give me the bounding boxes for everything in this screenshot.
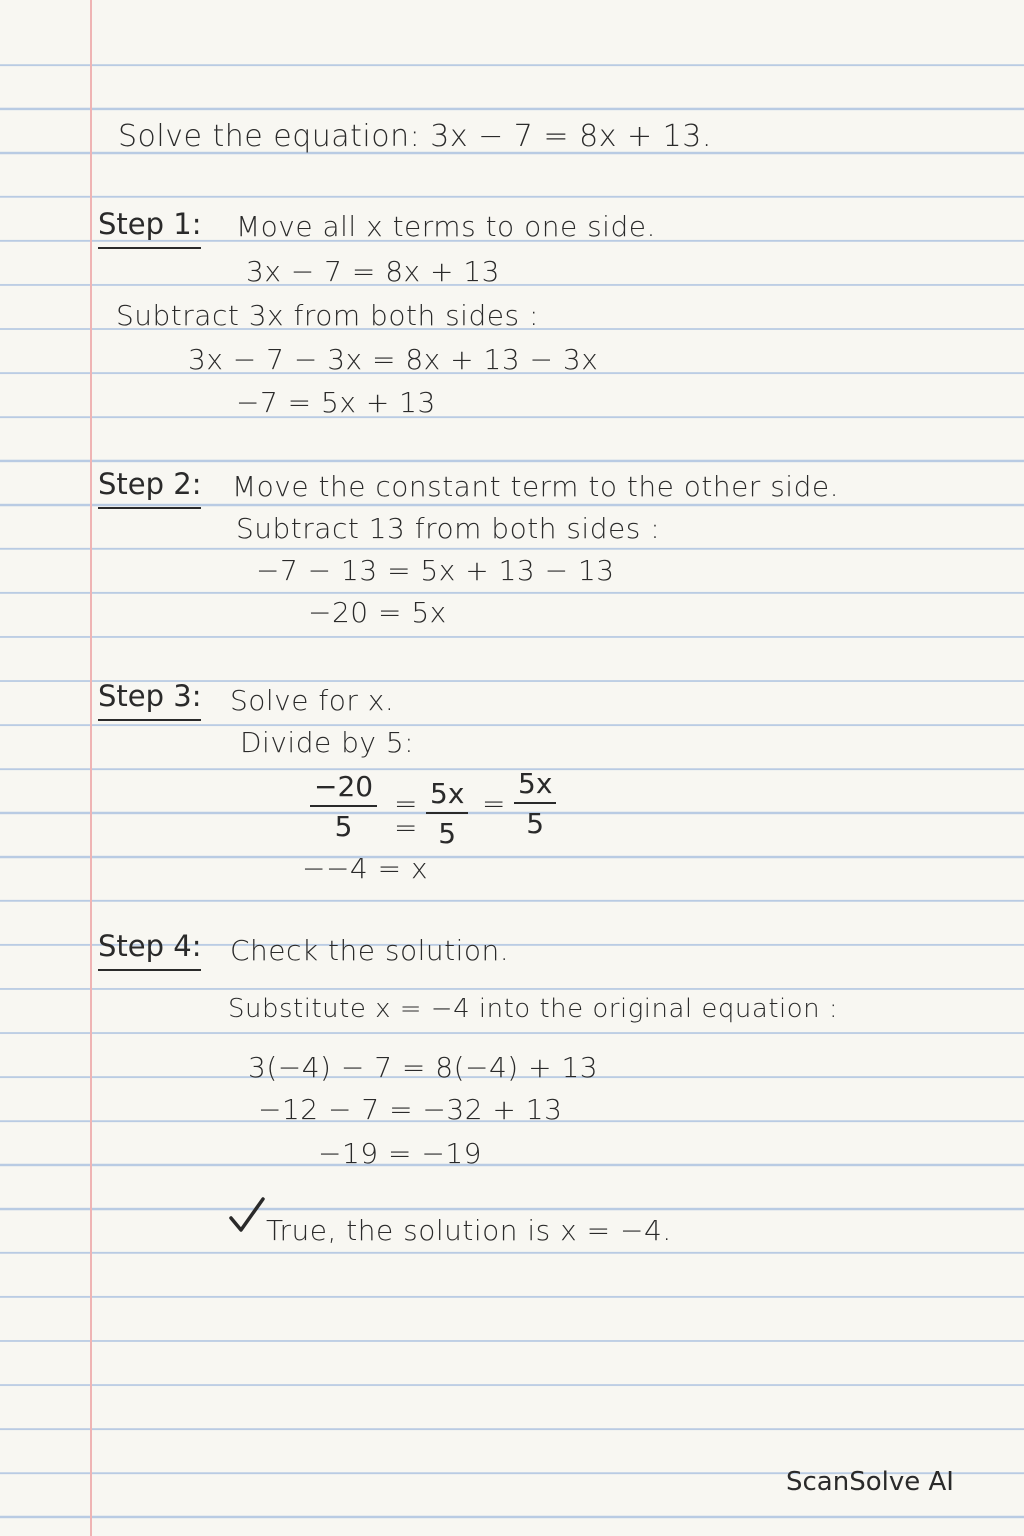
brand-watermark: ScanSolve AI: [786, 1467, 954, 1497]
step-1-line-1: 3x − 7 = 8x + 13: [246, 255, 500, 288]
step-4-line-1: Substitute x = −4 into the original equation :: [228, 994, 839, 1024]
step-2-label: [98, 467, 202, 501]
checkmark-icon: [228, 1196, 266, 1236]
step-1-line-4: −7 = 5x + 13: [236, 386, 436, 419]
fraction-2-numerator: 5x: [426, 780, 468, 814]
step-2-title: Move the constant term to the other side.: [232, 470, 839, 503]
step-4-line-4: −19 = −19: [318, 1137, 482, 1170]
step-1-label: [98, 207, 202, 241]
conclusion: True, the solution is x = −4.: [266, 1214, 672, 1247]
step-1-line-3: 3x − 7 − 3x = 8x + 13 − 3x: [188, 343, 599, 376]
step-2-line-3: −20 = 5x: [308, 596, 447, 629]
problem-statement: Solve the equation: 3x − 7 = 8x + 13.: [118, 119, 712, 154]
step-2-line-2: −7 − 13 = 5x + 13 − 13: [256, 554, 615, 587]
step-2-line-1: Subtract 13 from both sides :: [236, 512, 661, 545]
fraction-3-numerator: 5x: [514, 770, 556, 804]
step-3-label-text: Step 3:: [98, 679, 201, 721]
equals-sign-3: =: [482, 787, 506, 820]
fraction-1: [310, 770, 377, 843]
margin-line: [90, 0, 92, 1536]
equals-sign-1: =: [394, 787, 418, 820]
step-4-label: [98, 929, 202, 963]
step-1-line-2: Subtract 3x from both sides :: [116, 299, 539, 332]
step-3-result: −−4 = x: [302, 852, 429, 885]
step-4-label-text: Step 4:: [98, 929, 201, 971]
step-4-line-3: −12 − 7 = −32 + 13: [258, 1093, 563, 1126]
fraction-2-denominator: 5: [438, 817, 457, 850]
step-4-title: Check the solution.: [230, 934, 510, 967]
fraction-2: [426, 777, 468, 850]
step-3-line-1: Divide by 5:: [240, 726, 415, 759]
fraction-3: [514, 767, 556, 840]
step-3-label: [98, 679, 202, 713]
step-1-title: Move all x terms to one side.: [236, 210, 656, 243]
step-4-line-2: 3(−4) − 7 = 8(−4) + 13: [248, 1051, 599, 1084]
fraction-1-denominator: 5: [334, 810, 353, 843]
step-2-label-text: Step 2:: [98, 467, 201, 509]
step-1-label-text: Step 1:: [98, 207, 201, 249]
step-3-title: Solve for x.: [230, 684, 395, 717]
equals-sign-2: =: [394, 811, 418, 844]
fraction-1-numerator: −20: [310, 773, 377, 807]
fraction-3-denominator: 5: [526, 807, 545, 840]
